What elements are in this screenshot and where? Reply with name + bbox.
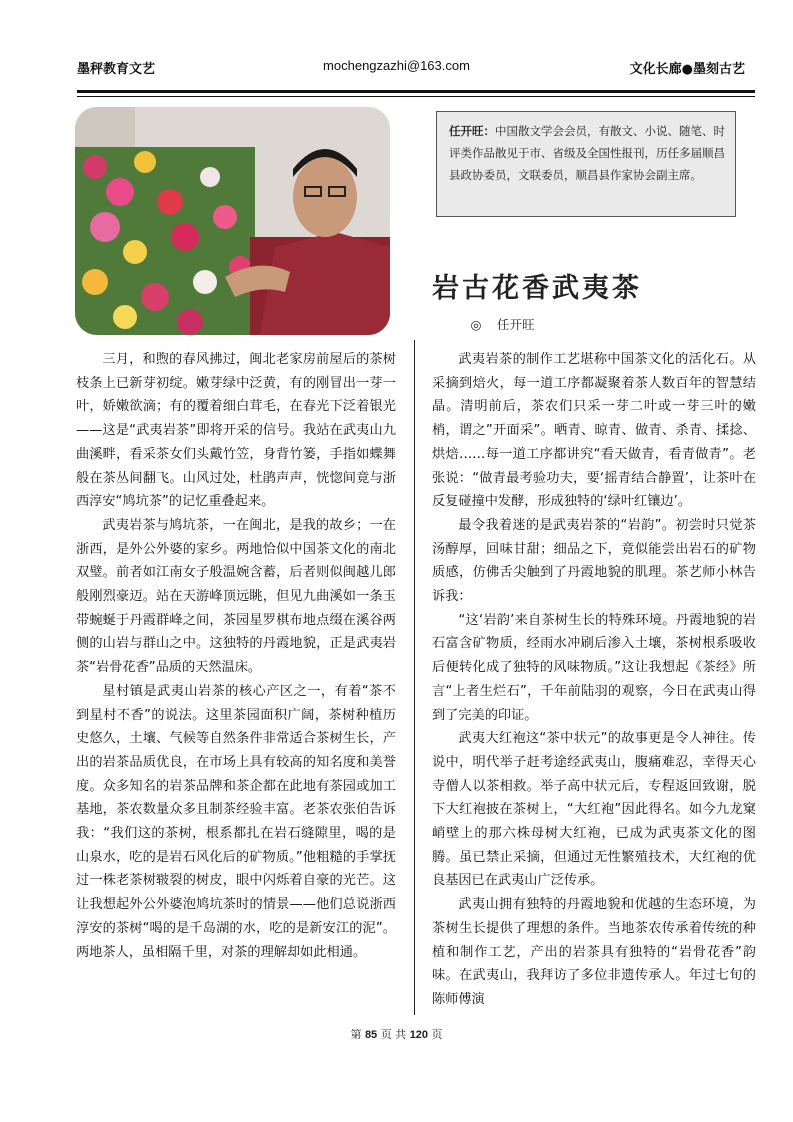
author-bio-text: 中国散文学会会员，有散文、小说、随笔、时评类作品散见于市、省级及全国性报刊，历任多届顺昌县政协委员，文联委员，顺昌县作家协会副主席。 [449, 124, 725, 182]
paragraph: “这‘岩韵’来自茶树生长的特殊环境。丹霞地貌的岩石富含矿物质，经雨水冲刷后渗入土壤，茶树根系吸收后便转化成了独特的风味物质。”这让我想起《茶经》所言“上者生烂石”，千年前陆羽的观察，今日在武夷山得到了完美的印证。 [432, 612, 756, 723]
paragraph: 三月，和煦的春风拂过，闽北老家房前屋后的茶树枝条上已新芽初绽。嫩芽绿中泛黄，有的刚冒出一芽一叶，娇嫩欲滴；有的覆着细白茸毛，在春光下泛着银光——这是“武夷岩茶”即将开采的信号。我站在武夷山九曲溪畔，看采茶女们头戴竹笠，身背竹篓，手指如蝶舞般在茶丛间翻飞。山风过处，杜鹃声声，恍惚间竟与浙西淳安“鸠坑茶”的记忆重叠起来。 [76, 352, 396, 510]
column-divider [414, 340, 415, 1015]
author-bio-box [436, 111, 736, 217]
page-footer [0, 1026, 793, 1042]
right-text-column [432, 348, 756, 1012]
author-photo-illustration [75, 107, 390, 335]
footer-mid: 页 共 [380, 1028, 407, 1041]
header-rule-thick [77, 90, 755, 93]
footer-prefix: 第 [350, 1028, 362, 1041]
header-email: mochengzazhi@163.com [323, 58, 470, 73]
header-magazine-name: 墨秤教育文艺 [77, 62, 156, 77]
footer-total-pages: 120 [409, 1029, 429, 1041]
byline-mark: ◎ [470, 317, 482, 332]
paragraph: 武夷大红袍这“茶中状元”的故事更是令人神往。传说中，明代举子赶考途经武夷山，腹痛难忍，幸得天心寺僧人以茶相救。举子高中状元后，专程返回致谢，脱下大红袍披在茶树上，“大红袍”因此得名。如今九龙窠峭壁上的那六株母树大红袍，已成为武夷茶文化的图腾。虽已禁止采摘，但通过无性繁殖技术，大红袍的优良基因已在武夷山广泛传承。 [432, 731, 756, 889]
paragraph: 星村镇是武夷山岩茶的核心产区之一，有着“茶不到星村不香”的说法。这里茶园面积广阔，茶树种植历史悠久，土壤、气候等自然条件非常适合茶树生长，产出的岩茶品质优良，在市场上具有较高的知名度和美誉度。众多知名的岩茶品牌和茶企都在此地有茶园或加工基地，茶农数量众多且制茶经验丰富。老茶农张伯告诉我：“我们这的茶树，根系都扎在岩石缝隙里，喝的是山泉水，吃的是岩石风化后的矿物质。”他粗糙的手掌抚过一株老茶树皲裂的树皮，眼中闪烁着自豪的光芒。这让我想起外公外婆泡鸠坑茶时的情景——他们总说浙西淳安的茶树“喝的是千岛湖的水，吃的是新安江的泥”。两地茶人，虽相隔千里，对茶的理解却如此相通。 [76, 683, 396, 960]
author-bio-name: 任开旺： [449, 124, 495, 138]
paragraph: 最令我着迷的是武夷岩茶的“岩韵”。初尝时只觉茶汤醇厚，回味甘甜；细品之下，竟似能尝出岩石的矿物质感，仿佛舌尖触到了丹霞地貌的肌理。茶艺师小林告诉我： [432, 517, 756, 605]
article-title: 岩古花香武夷茶 [432, 273, 642, 304]
header-section-name: 文化长廊●墨刻古艺 [629, 62, 745, 77]
byline-author: 任开旺 [497, 317, 535, 332]
footer-suffix: 页 [431, 1028, 443, 1041]
left-text-column [76, 348, 396, 964]
paragraph: 武夷岩茶的制作工艺堪称中国茶文化的活化石。从采摘到焙火，每一道工序都凝聚着茶人数百年的智慧结晶。清明前后，茶农们只采一芽二叶或一芽三叶的嫩梢，谓之”开面采”。晒青、晾青、做青、杀青、揉捻、烘焙……每一道工序都讲究“看天做青，看青做青”。老张说：“做青最考验功夫，要‘摇青结合静置’，让茶叶在反复碰撞中发酵，形成独特的‘绿叶红镶边’。 [432, 352, 756, 510]
footer-page-number: 85 [364, 1029, 378, 1041]
paragraph: 武夷岩茶与鸠坑茶，一在闽北，是我的故乡；一在浙西，是外公外婆的家乡。两地恰似中国茶文化的南北双璧。前者如江南女子般温婉含蓄，后者则似闽越儿郎般刚烈豪迈。站在天游峰顶远眺，但见九曲溪如一条玉带蜿蜒于丹霞群峰之间，茶园星罗棋布地点缀在溪谷两侧的山岩与群山之中。这独特的丹霞地貌，正是武夷岩茶“岩骨花香”品质的天然温床。 [76, 517, 396, 676]
header-rule-thin [77, 96, 755, 97]
paragraph: 武夷山拥有独特的丹霞地貌和优越的生态环境，为茶树生长提供了理想的条件。当地茶农传承着传统的种植和制作工艺，产出的岩茶具有独特的“岩骨花香”韵味。在武夷山，我拜访了多位非遗传承人。年过七旬的陈师傅演 [432, 897, 756, 1007]
author-photo [75, 107, 390, 335]
article-byline [469, 315, 535, 333]
flower-arrangement [75, 147, 255, 335]
